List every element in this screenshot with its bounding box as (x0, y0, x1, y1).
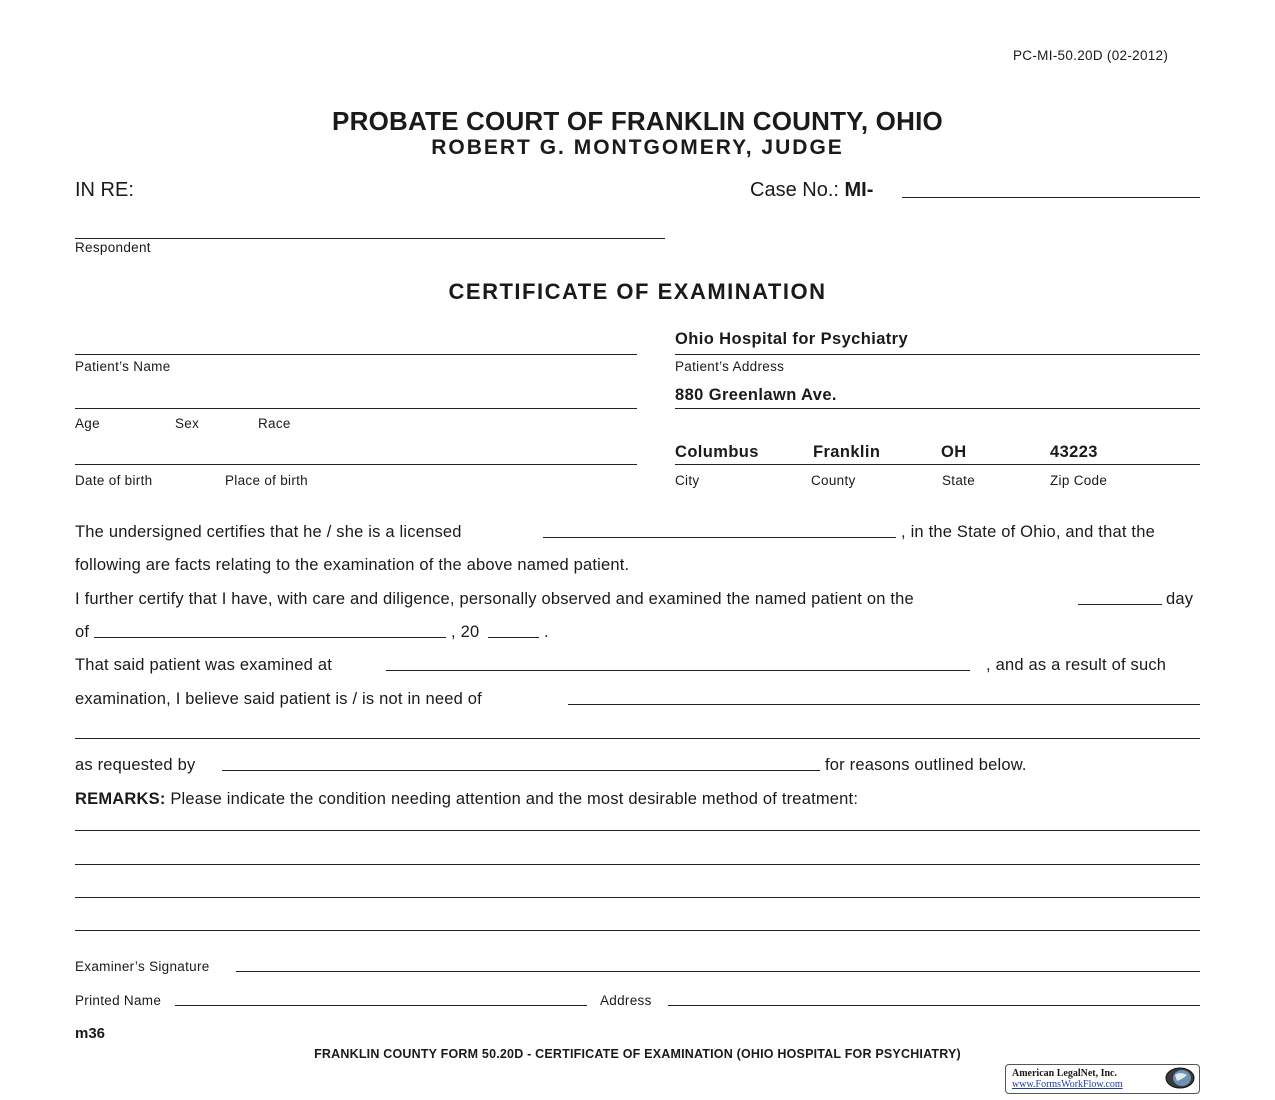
case-number (750, 179, 873, 202)
remarks-field-1[interactable] (75, 830, 1200, 831)
license-statement: The undersigned certifies that he / she is a licensed (75, 523, 462, 541)
case-number-prefix: MI- (844, 179, 874, 201)
court-title: PROBATE COURT OF FRANKLIN COUNTY, OHIO (332, 106, 943, 136)
remarks-line (75, 790, 858, 809)
need-field[interactable] (568, 704, 1200, 705)
need-statement: examination, I believe said patient is / is not in need of (75, 690, 482, 708)
reasons-statement: for reasons outlined below. (825, 756, 1027, 774)
license-type-field[interactable] (543, 537, 896, 538)
respondent-label: Respondent (75, 240, 151, 255)
certificate-title: CERTIFICATE OF EXAMINATION (448, 279, 827, 304)
city-value[interactable]: Columbus (675, 443, 759, 461)
signature-address-field[interactable] (668, 1005, 1200, 1006)
street-address[interactable]: 880 Greenlawn Ave. (675, 386, 837, 404)
printed-name-field[interactable] (175, 1005, 587, 1006)
printed-name-label: Printed Name (75, 993, 162, 1008)
patient-name-field[interactable] (75, 354, 637, 355)
examined-at-field[interactable] (386, 670, 970, 671)
race-label: Race (258, 416, 291, 431)
age-label: Age (75, 416, 100, 431)
respondent-field[interactable] (75, 238, 665, 239)
facility-underline (675, 354, 1200, 355)
street-underline (675, 408, 1200, 409)
signature-address-label: Address (600, 993, 652, 1008)
city-line-underline (675, 464, 1200, 465)
globe-icon (1165, 1067, 1195, 1089)
state-label: State (942, 473, 976, 488)
age-sex-race-field[interactable] (75, 408, 637, 409)
exam-year-field[interactable] (488, 637, 539, 638)
logo-company-name: American LegalNet, Inc. (1012, 1068, 1117, 1079)
remarks-field-2[interactable] (75, 864, 1200, 865)
logo-url-link[interactable]: www.FormsWorkFlow.com (1012, 1079, 1123, 1090)
facility-name[interactable]: Ohio Hospital for Psychiatry (675, 330, 909, 348)
requested-by-label: as requested by (75, 756, 196, 774)
examiner-signature-label: Examiner’s Signature (75, 959, 210, 974)
case-number-field[interactable] (902, 197, 1200, 198)
period: . (544, 623, 549, 641)
result-statement: , and as a result of such (986, 656, 1167, 674)
form-id: PC-MI-50.20D (02-2012) (1013, 48, 1169, 63)
examiner-signature-field[interactable] (236, 971, 1200, 972)
state-value[interactable]: OH (941, 443, 967, 461)
sex-label: Sex (175, 416, 200, 431)
american-legalnet-logo[interactable] (1005, 1064, 1200, 1094)
dob-label: Date of birth (75, 473, 153, 488)
case-number-label: Case No.: (750, 179, 839, 201)
city-label: City (675, 473, 700, 488)
license-statement-end: , in the State of Ohio, and that the (901, 523, 1155, 541)
county-label: County (811, 473, 856, 488)
year-prefix: , 20 (451, 623, 480, 641)
judge-name: ROBERT G. MONTGOMERY, JUDGE (431, 136, 844, 159)
footer-form-title: FRANKLIN COUNTY FORM 50.20D - CERTIFICATE OF EXAMINATION (OHIO HOSPITAL FOR PSYCHIATRY) (314, 1047, 961, 1061)
address-label: Patient’s Address (675, 359, 785, 374)
in-re-label: IN RE: (75, 179, 134, 201)
zip-label: Zip Code (1050, 473, 1108, 488)
zip-value[interactable]: 43223 (1050, 443, 1098, 461)
remarks-field-3[interactable] (75, 897, 1200, 898)
pob-label: Place of birth (225, 473, 308, 488)
facts-statement: following are facts relating to the examination of the above named patient. (75, 556, 630, 574)
patient-name-label: Patient’s Name (75, 359, 171, 374)
of-label: of (75, 623, 90, 641)
need-field-continued[interactable] (75, 738, 1200, 739)
exam-day-field[interactable] (1078, 604, 1162, 605)
examined-at-label: That said patient was examined at (75, 656, 332, 674)
day-label: day (1166, 590, 1194, 608)
requested-by-field[interactable] (222, 770, 820, 771)
remarks-label: REMARKS: (75, 790, 166, 808)
form-code: m36 (75, 1025, 106, 1042)
county-value[interactable]: Franklin (813, 443, 881, 461)
examination-statement: I further certify that I have, with care and diligence, personally observed and examined the named patient on the (75, 590, 914, 608)
remarks-field-4[interactable] (75, 930, 1200, 931)
birth-info-field[interactable] (75, 464, 637, 465)
remarks-instructions: Please indicate the condition needing attention and the most desirable method of treatment: (170, 790, 859, 808)
exam-month-field[interactable] (94, 637, 446, 638)
